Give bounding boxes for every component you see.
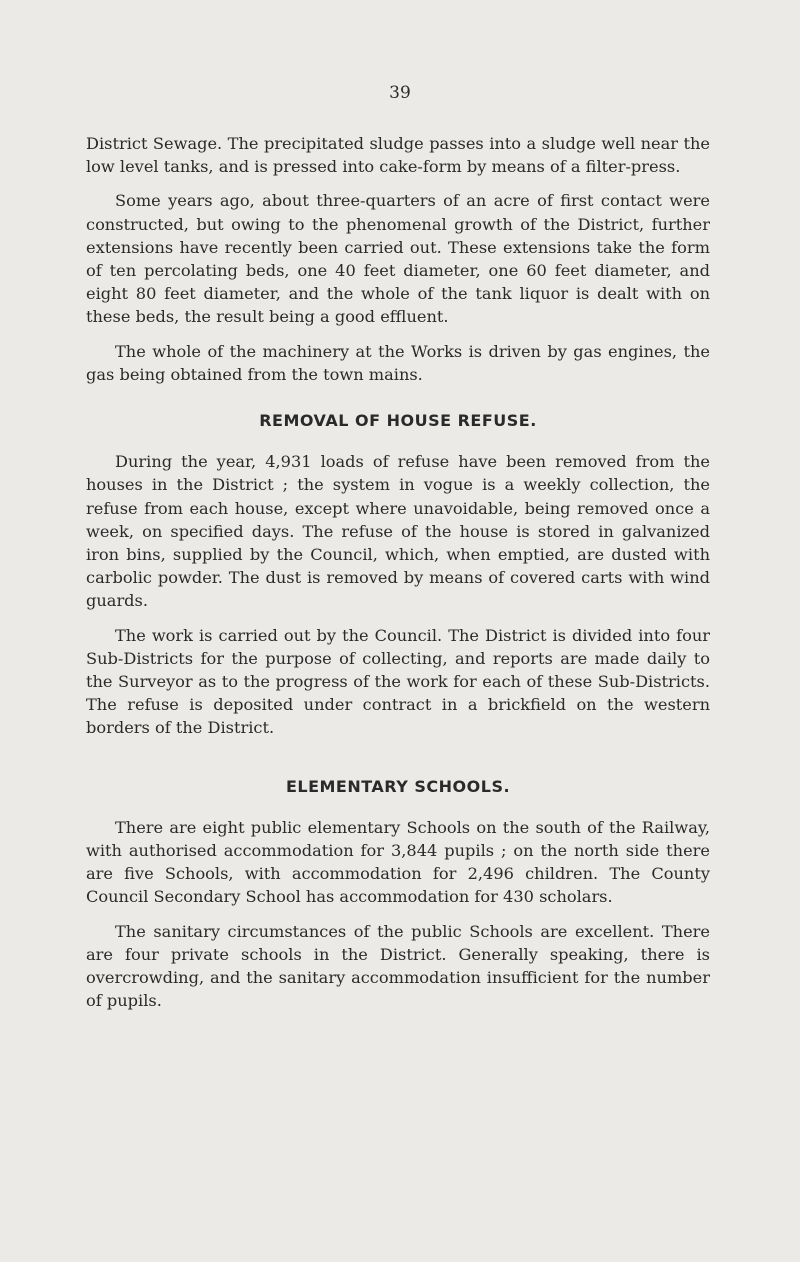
paragraph-sewage-continued: District Sewage. The precipitated sludge passes into a sludge well near the low level tanks, and is pressed into cake-form by means of a filter-press.: [86, 134, 710, 177]
paragraph-schools-sanitary: The sanitary circumstances of the public Schools are excellent. There are four private schools in the District. Generally speaking, there is overcrowding, and the sanitary accommodation insufficient for the number of pupils.: [86, 921, 710, 1011]
paragraph-percolating-beds: Some years ago, about three-quarters of an acre of first contact were constructed, but owing to the phenomenal growth of the District, further extensions have recently been carried out. These extensions take the form of ten percolating beds, one 40 feet diameter, one 60 feet diameter, and eight 80 feet diameter, and the whole of the tank liquor is dealt with on these beds, the result being a good effluent.: [86, 191, 710, 327]
page-body: [86, 132, 710, 1024]
section-heading-schools: ELEMENTARY SCHOOLS.: [285, 776, 511, 796]
paragraph-machinery: The whole of the machinery at the Works is driven by gas engines, the gas being obtained from the town mains.: [86, 341, 710, 384]
section-heading-refuse: REMOVAL OF HOUSE REFUSE.: [259, 411, 537, 431]
paragraph-refuse-work: The work is carried out by the Council. The District is divided into four Sub-Districts for the purpose of collecting, and reports are made daily to the Surveyor as to the progress of the work for each of these Sub-Districts. The refuse is deposited under contract in a brickfield on the western borders of the District.: [86, 625, 710, 738]
paragraph-schools-accommodation: There are eight public elementary Schools on the south of the Railway, with authorised accommodation for 3,844 pupils ; on the north side there are five Schools, with accommodation for 2,496 children. The County Council Secondary School has accommodation for 430 scholars.: [86, 817, 710, 907]
paragraph-refuse-collection: During the year, 4,931 loads of refuse have been removed from the houses in the District ; the system in vogue is a weekly collection, the refuse from each house, except where unavoidable, being removed once a week, on specified days. The refuse of the house is stored in galvanized iron bins, supplied by the Council, which, when emptied, are dusted with carbolic powder. The dust is removed by means of covered carts with wind guards.: [86, 452, 710, 611]
page-number: 39: [389, 83, 411, 103]
